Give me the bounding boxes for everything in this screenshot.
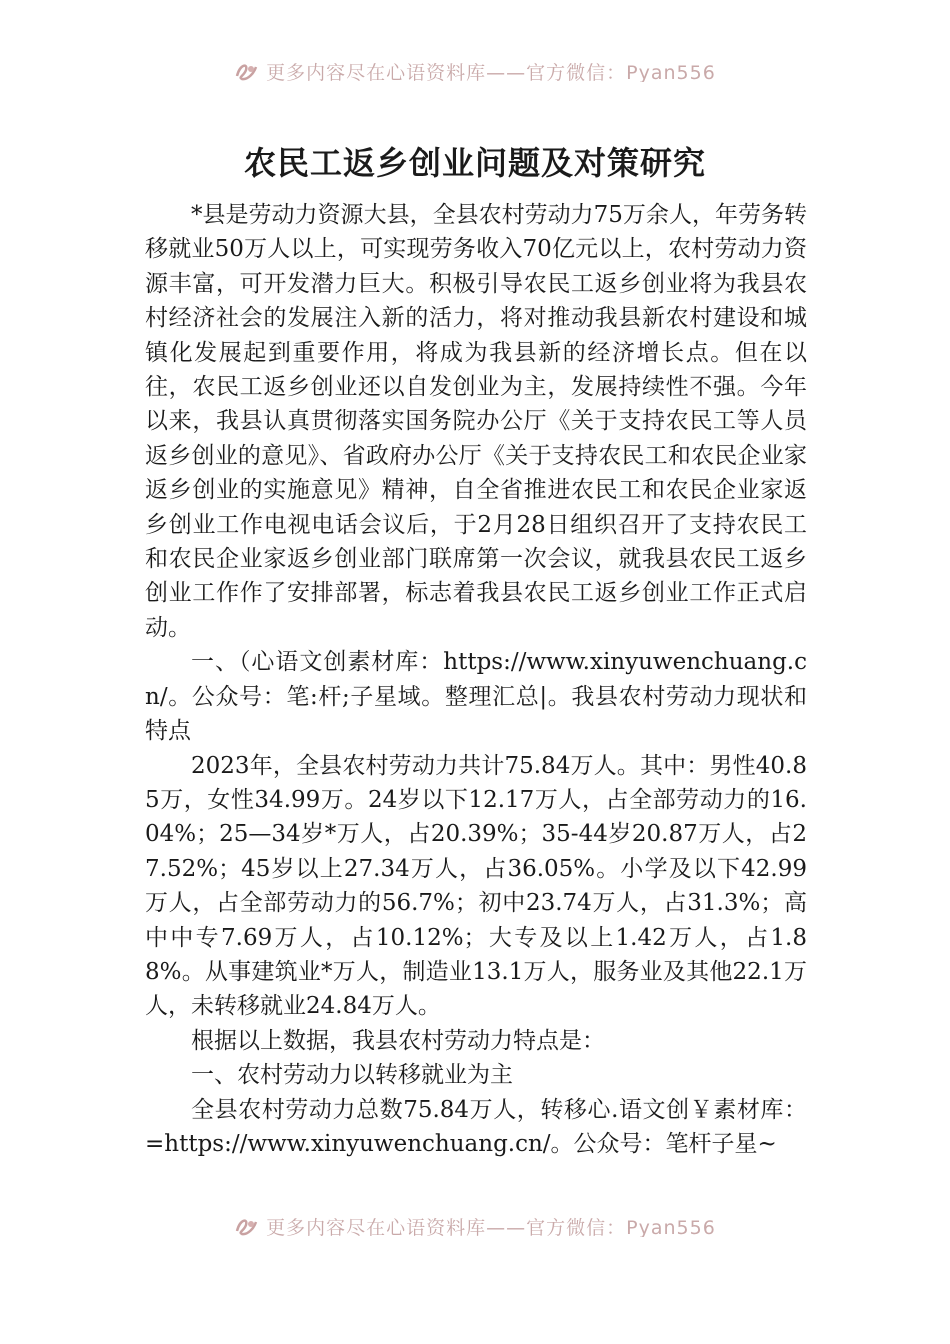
subheading-1: 一、农村劳动力以转移就业为主: [191, 1062, 513, 1089]
watermark-logo-icon: [234, 61, 260, 82]
section-heading-1: 一、（心语文创素材库：https://www.xinyuwenchuang.cn/。公众号：笔:杆;子星域。整理汇总|。我县农村劳动力现状和特点: [145, 649, 807, 745]
paragraph-summary-lead: 根据以上数据，我县农村劳动力特点是：: [191, 1027, 605, 1054]
document-body: [145, 198, 807, 1161]
watermark-text: 更多内容尽在心语资料库——官方微信：Pyan556: [266, 1217, 716, 1237]
watermark-footer: [0, 1213, 950, 1237]
watermark-text: 更多内容尽在心语资料库——官方微信：Pyan556: [266, 62, 716, 82]
watermark-header: [0, 58, 950, 82]
paragraph-intro: *县是劳动力资源大县，全县农村劳动力75万余人，年劳务转移就业50万人以上，可实现劳务收入70亿元以上，农村劳动力资源丰富，可开发潜力巨大。积极引导农民工返乡创业将为我县农村经济社会的发展注入新的活力，将对推动我县新农村建设和城镇化发展起到重要作用，将成为我县新的经济增长点。但在以往，农民工返乡创业还以自发创业为主，发展持续性不强。今年以来，我县认真贯彻落实国务院办公厅《关于支持农民工等人员返乡创业的意见》、省政府办公厅《关于支持农民工和农民企业家返乡创业的实施意见》精神，自全省推进农民工和农民企业家返乡创业工作电视电话会议后，于2月28日组织召开了支持农民工和农民企业家返乡创业部门联席第一次会议，就我县农民工返乡创业工作作了安排部署，标志着我县农民工返乡创业工作正式启动。: [145, 202, 807, 641]
paragraph-transfer: 全县农村劳动力总数75.84万人，转移心.语文创￥素材库：=https://www.xinyuwenchuang.cn/。公众号：笔杆子星~: [145, 1096, 807, 1157]
watermark-logo-icon: [234, 1216, 260, 1237]
document-title: 农民工返乡创业问题及对策研究: [243, 144, 706, 182]
paragraph-statistics: 2023年，全县农村劳动力共计75.84万人。其中：男性40.85万，女性34.99万。24岁以下12.17万人，占全部劳动力的16.04%；25—34岁*万人，占20.39%；35-44岁20.87万人，占27.52%；45岁以上27.34万人，占36.05%。小学及以下42.99万人，占全部劳动力的56.7%；初中23.74万人，占31.3%；高中中专7.69万人，占10.12%；大专及以上1.42万人，占1.88%。从事建筑业*万人，制造业13.1万人，服务业及其他22.1万人，未转移就业24.84万人。: [145, 752, 807, 1020]
